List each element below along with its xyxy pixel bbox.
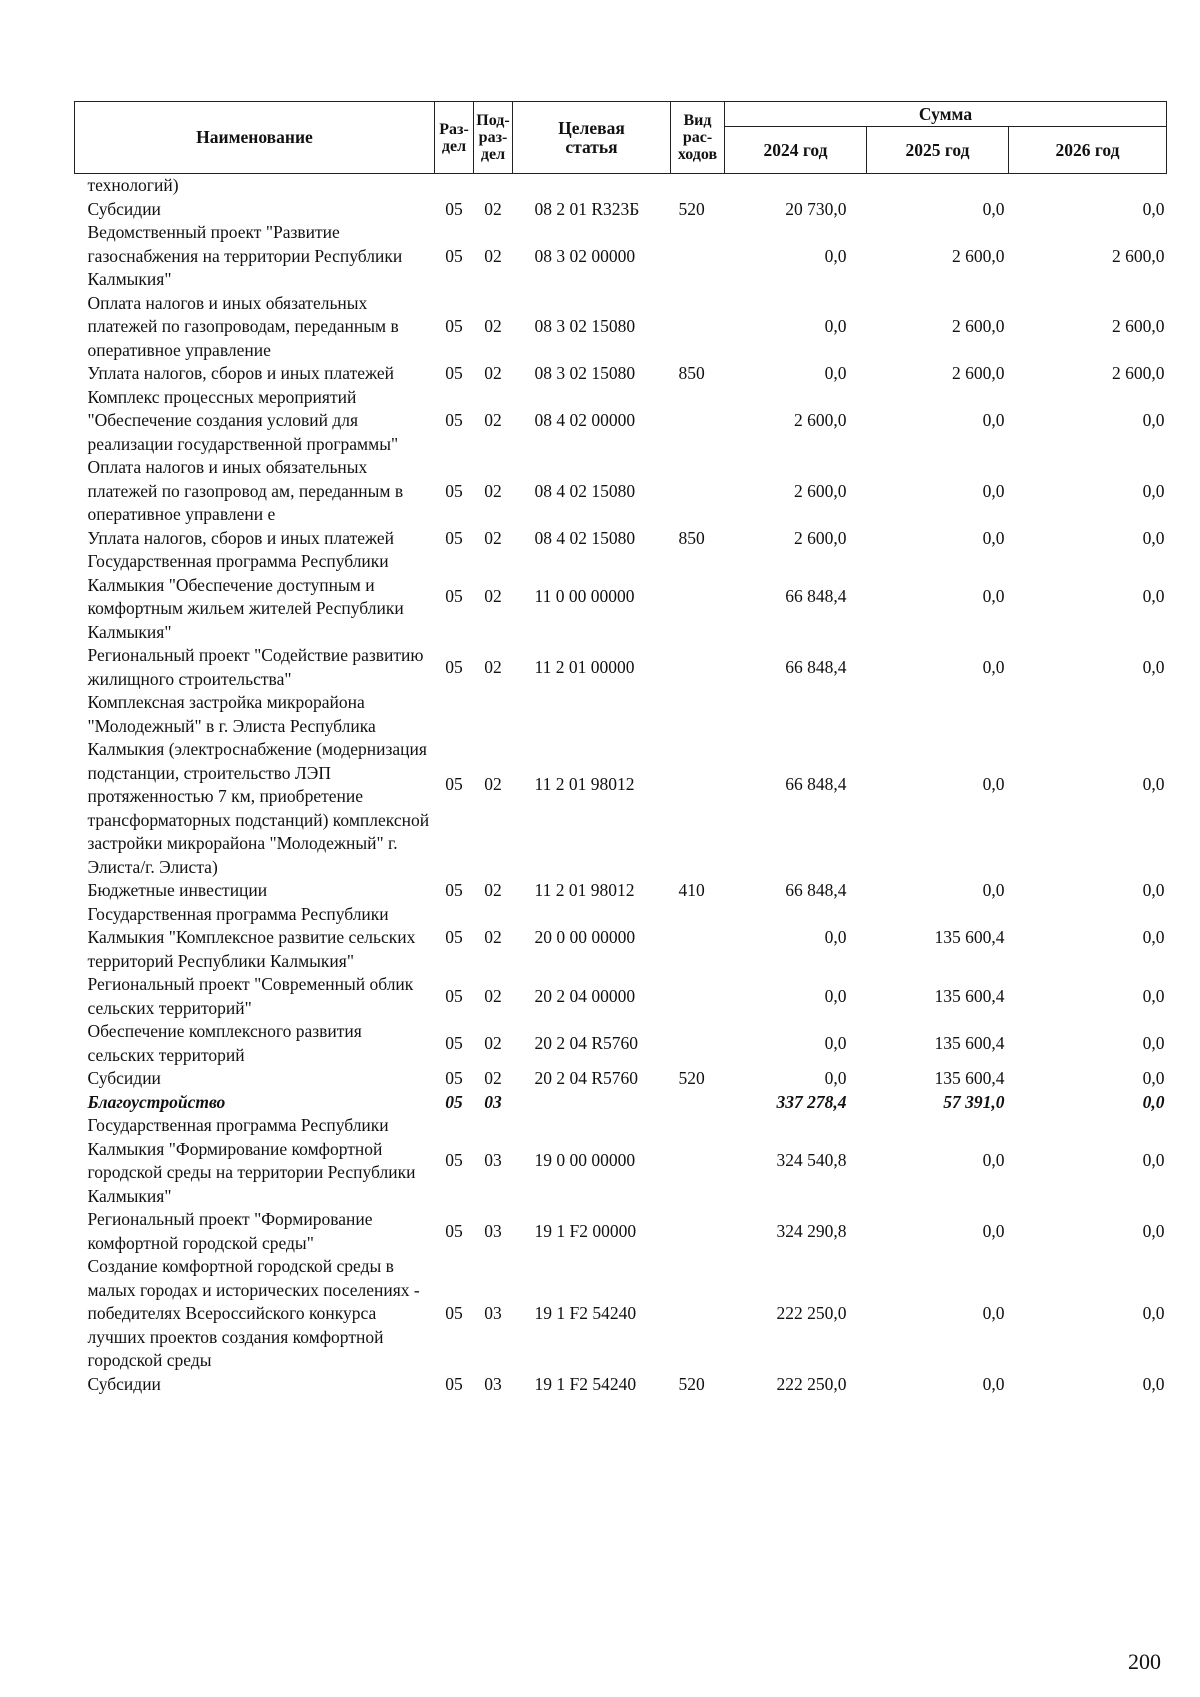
cell-2026: 0,0 — [1142, 1068, 1165, 1088]
cell-section: 05 — [445, 1373, 463, 1394]
cell-name: Государственная программа Республики Калмыкия "Формирование комфортной городской среды на территории Республики Калмыкия" — [87, 1115, 416, 1206]
table-row — [75, 221, 1167, 292]
cell-2026: 0,0 — [1142, 1373, 1165, 1394]
cell-2026: 0,0 — [1142, 410, 1165, 430]
cell-section: 05 — [445, 245, 463, 266]
cell-2026: 0,0 — [1142, 1150, 1165, 1171]
table-row — [75, 527, 1167, 551]
cell-2024: 0,0 — [824, 363, 847, 383]
cell-2026: 0,0 — [1142, 198, 1165, 219]
cell-section: 05 — [445, 880, 463, 900]
cell-subsection: 03 — [484, 1150, 502, 1171]
cell-kind — [671, 903, 725, 974]
cell-name: Государственная программа Республики Калмыкия "Обеспечение доступным и комфортным жильем жителей Республики Калмыкия" — [87, 551, 404, 642]
cell-subsection: 02 — [484, 656, 502, 677]
cell-section: 05 — [445, 410, 463, 430]
cell-2026: 0,0 — [1142, 880, 1165, 900]
cell-2025: 0,0 — [982, 480, 1005, 501]
cell-target: 08 4 02 15080 — [534, 480, 636, 501]
cell-name: Оплата налогов и иных обязательных платежей по газопроводам, переданным в оперативное управление — [87, 292, 399, 360]
cell-2026 — [1009, 174, 1167, 198]
table-row — [75, 879, 1167, 903]
cell-target: 08 3 02 00000 — [534, 245, 636, 266]
cell-target: 20 2 04 00000 — [534, 985, 636, 1006]
cell-section: 05 — [445, 1220, 463, 1241]
cell-name: Оплата налогов и иных обязательных платежей по газопровод ам, переданным в оперативное управлени е — [87, 457, 404, 524]
cell-section: 05 — [445, 480, 463, 501]
cell-2026: 2 600,0 — [1112, 363, 1165, 383]
header-target — [513, 102, 671, 174]
table-row — [75, 174, 1167, 198]
cell-target — [513, 174, 671, 198]
cell-subsection: 02 — [484, 1068, 502, 1088]
cell-2024: 0,0 — [824, 245, 847, 266]
cell-2025: 135 600,4 — [934, 1032, 1005, 1053]
cell-section: 05 — [445, 586, 463, 607]
cell-kind: 850 — [678, 363, 705, 383]
cell-2025: 0,0 — [982, 656, 1005, 677]
cell-section: 05 — [445, 1150, 463, 1171]
cell-2025: 135 600,4 — [934, 985, 1005, 1006]
table-row — [75, 973, 1167, 1020]
cell-name: Ведомственный проект "Развитие газоснабжения на территории Республики Калмыкия" — [87, 222, 403, 289]
cell-2026: 0,0 — [1142, 774, 1165, 795]
cell-target: 19 1 F2 54240 — [534, 1303, 637, 1323]
cell-section: 05 — [445, 927, 463, 947]
cell-kind — [671, 644, 725, 691]
cell-subsection: 02 — [484, 880, 502, 900]
cell-subsection: 02 — [484, 985, 502, 1006]
header-subsection — [474, 102, 513, 174]
cell-kind: 520 — [678, 198, 705, 219]
cell-name: Региональный проект "Формирование комфортной городской среды" — [87, 1209, 373, 1253]
cell-target: 20 2 04 R5760 — [534, 1032, 639, 1053]
cell-2024: 0,0 — [824, 927, 847, 947]
cell-target: 11 0 00 00000 — [534, 586, 635, 607]
header-target-line-2: статья — [565, 136, 618, 157]
table-row — [75, 198, 1167, 222]
cell-2024: 324 540,8 — [776, 1150, 847, 1171]
cell-2026: 0,0 — [1142, 1032, 1165, 1053]
table-row — [75, 292, 1167, 363]
cell-2026: 0,0 — [1142, 1091, 1165, 1112]
cell-2024: 2 600,0 — [794, 480, 847, 501]
cell-kind: 520 — [678, 1373, 705, 1394]
cell-target: 19 0 00 00000 — [534, 1150, 636, 1171]
cell-name: Уплата налогов, сборов и иных платежей — [87, 527, 394, 548]
cell-subsection: 02 — [484, 1032, 502, 1053]
cell-name: Комплекс процессных мероприятий "Обеспечение создания условий для реализации государственной программы" — [87, 386, 399, 454]
table-row — [75, 691, 1167, 879]
cell-target: 08 4 02 15080 — [534, 527, 636, 548]
cell-2024: 0,0 — [824, 1032, 847, 1053]
cell-subsection: 02 — [484, 363, 502, 383]
header-kind-line-2: рас- — [682, 129, 713, 146]
cell-kind — [671, 221, 725, 292]
cell-2026: 0,0 — [1142, 1303, 1165, 1323]
cell-2024: 20 730,0 — [785, 198, 847, 219]
cell-target: 08 4 02 00000 — [534, 410, 636, 430]
cell-2026: 0,0 — [1142, 527, 1165, 548]
page-number: 200 — [1128, 1649, 1161, 1674]
cell-2024: 2 600,0 — [794, 410, 847, 430]
cell-subsection: 02 — [484, 774, 502, 795]
table-row — [75, 1114, 1167, 1208]
cell-kind — [671, 456, 725, 527]
cell-target — [513, 1091, 671, 1115]
cell-section: 05 — [445, 1303, 463, 1323]
cell-2026: 0,0 — [1142, 656, 1165, 677]
cell-2024: 66 848,4 — [785, 586, 847, 607]
cell-2025: 0,0 — [982, 1220, 1005, 1241]
header-subsection-line-2: раз- — [478, 129, 508, 146]
cell-2025: 135 600,4 — [934, 927, 1005, 947]
cell-target: 20 0 00 00000 — [534, 927, 636, 947]
cell-target: 08 3 02 15080 — [534, 316, 636, 336]
cell-2026: 0,0 — [1142, 985, 1165, 1006]
cell-kind — [671, 1114, 725, 1208]
cell-2024: 222 250,0 — [776, 1303, 847, 1323]
header-year-2026: 2026 год — [1009, 127, 1167, 174]
cell-name: Государственная программа Республики Калмыкия "Комплексное развитие сельских территорий Республики Калмыкия" — [87, 903, 416, 971]
table-row — [75, 1091, 1167, 1115]
cell-target: 11 2 01 98012 — [534, 774, 635, 795]
header-subsection-line-1: Под- — [476, 112, 510, 129]
budget-table — [74, 101, 1167, 1396]
header-kind — [671, 102, 725, 174]
cell-2025: 0,0 — [982, 1303, 1005, 1323]
cell-subsection: 02 — [484, 480, 502, 501]
header-name: Наименование — [75, 102, 435, 174]
header-subsection-line-3: дел — [480, 146, 506, 163]
cell-target: 20 2 04 R5760 — [534, 1068, 639, 1088]
cell-2024 — [725, 174, 867, 198]
cell-section: 05 — [445, 985, 463, 1006]
cell-name: Субсидии — [87, 198, 161, 219]
cell-subsection: 02 — [484, 410, 502, 430]
header-target-line-1: Целевая — [558, 117, 625, 138]
cell-2025: 57 391,0 — [943, 1091, 1005, 1112]
cell-2025: 0,0 — [982, 586, 1005, 607]
table-row — [75, 1373, 1167, 1397]
cell-2025: 2 600,0 — [952, 316, 1005, 336]
cell-name: Обеспечение комплексного развития сельских территорий — [87, 1021, 362, 1065]
cell-2024: 2 600,0 — [794, 527, 847, 548]
cell-target: 08 2 01 R323Б — [534, 198, 640, 219]
cell-2024: 66 848,4 — [785, 774, 847, 795]
cell-name: Региональный проект "Содействие развитию жилищного строительства" — [87, 645, 424, 689]
cell-2026: 2 600,0 — [1112, 245, 1165, 266]
cell-name: Благоустройство — [87, 1091, 226, 1112]
cell-kind — [671, 1091, 725, 1115]
cell-kind — [671, 292, 725, 363]
cell-kind — [671, 550, 725, 644]
cell-2025 — [867, 174, 1009, 198]
cell-2026: 0,0 — [1142, 480, 1165, 501]
cell-subsection: 02 — [484, 927, 502, 947]
cell-2025: 2 600,0 — [952, 363, 1005, 383]
cell-2024: 0,0 — [824, 316, 847, 336]
table-header — [75, 102, 1167, 174]
header-kind-line-1: Вид — [683, 112, 712, 129]
cell-2024: 0,0 — [824, 1068, 847, 1088]
cell-2026: 0,0 — [1142, 586, 1165, 607]
cell-name: Комплексная застройка микрорайона "Молодежный" в г. Элиста Республика Калмыкия (электроснабжение (модернизация подстанции, строительство ЛЭП протяженностью 7 км, приобретение трансформаторных подстанций) комплексной застройки микрорайона "Молодежный" г. Элиста/г. Элиста) — [87, 692, 430, 877]
cell-target: 11 2 01 98012 — [534, 880, 635, 900]
cell-2025: 0,0 — [982, 410, 1005, 430]
table-row — [75, 456, 1167, 527]
table-row — [75, 1067, 1167, 1091]
cell-name: технологий) — [87, 175, 179, 195]
cell-name: Создание комфортной городской среды в малых городах и исторических поселениях - победителях Всероссийского конкурса лучших проектов создания комфортной городской среды — [87, 1256, 420, 1370]
table-row — [75, 386, 1167, 457]
table-row — [75, 550, 1167, 644]
cell-section: 05 — [445, 527, 463, 548]
cell-target: 11 2 01 00000 — [534, 656, 635, 677]
cell-2026: 0,0 — [1142, 927, 1165, 947]
cell-2025: 0,0 — [982, 1373, 1005, 1394]
cell-subsection: 02 — [484, 586, 502, 607]
cell-2026: 2 600,0 — [1112, 316, 1165, 336]
cell-kind — [671, 174, 725, 198]
cell-name: Субсидии — [87, 1068, 161, 1088]
cell-2025: 0,0 — [982, 527, 1005, 548]
cell-kind — [671, 1020, 725, 1067]
cell-name: Бюджетные инвестиции — [87, 880, 268, 900]
table-row — [75, 1255, 1167, 1373]
table-row — [75, 1020, 1167, 1067]
cell-2025: 0,0 — [982, 1150, 1005, 1171]
table-body — [75, 174, 1167, 1397]
cell-2024: 66 848,4 — [785, 880, 847, 900]
cell-section: 05 — [445, 1091, 463, 1112]
cell-subsection — [474, 174, 513, 198]
cell-2024: 222 250,0 — [776, 1373, 847, 1394]
header-section-line-1: Раз- — [439, 120, 469, 138]
cell-subsection: 03 — [484, 1373, 502, 1394]
table-row — [75, 362, 1167, 386]
cell-kind — [671, 1255, 725, 1373]
cell-2024: 0,0 — [824, 985, 847, 1006]
cell-kind — [671, 386, 725, 457]
cell-subsection: 03 — [484, 1220, 502, 1241]
cell-section: 05 — [445, 363, 463, 383]
cell-section: 05 — [445, 198, 463, 219]
table-row — [75, 1208, 1167, 1255]
cell-2025: 0,0 — [982, 774, 1005, 795]
header-sum: Сумма — [725, 102, 1167, 127]
header-year-2024: 2024 год — [725, 127, 867, 174]
header-kind-line-3: ходов — [677, 146, 718, 163]
cell-target: 08 3 02 15080 — [534, 363, 636, 383]
cell-kind: 520 — [678, 1068, 705, 1088]
table-row — [75, 644, 1167, 691]
cell-section: 05 — [445, 316, 463, 336]
cell-2024: 66 848,4 — [785, 656, 847, 677]
cell-subsection: 02 — [484, 527, 502, 548]
cell-subsection: 03 — [484, 1091, 502, 1112]
cell-kind: 850 — [678, 527, 705, 548]
cell-kind — [671, 973, 725, 1020]
cell-kind: 410 — [678, 880, 705, 900]
cell-kind — [671, 1208, 725, 1255]
cell-name: Региональный проект "Современный облик сельских территорий" — [87, 974, 414, 1018]
cell-section — [435, 174, 474, 198]
cell-kind — [671, 691, 725, 879]
cell-2024: 324 290,8 — [776, 1220, 847, 1241]
header-section — [435, 102, 474, 174]
cell-section: 05 — [445, 1032, 463, 1053]
cell-name: Уплата налогов, сборов и иных платежей — [87, 363, 394, 383]
cell-subsection: 02 — [484, 245, 502, 266]
cell-subsection: 03 — [484, 1303, 502, 1323]
header-section-line-2: дел — [441, 137, 467, 155]
cell-target: 19 1 F2 00000 — [534, 1220, 637, 1241]
cell-2025: 2 600,0 — [952, 245, 1005, 266]
table-row — [75, 903, 1167, 974]
cell-subsection: 02 — [484, 316, 502, 336]
header-year-2025: 2025 год — [867, 127, 1009, 174]
cell-2025: 0,0 — [982, 198, 1005, 219]
cell-section: 05 — [445, 774, 463, 795]
cell-2025: 135 600,4 — [934, 1068, 1005, 1088]
cell-subsection: 02 — [484, 198, 502, 219]
cell-2025: 0,0 — [982, 880, 1005, 900]
cell-section: 05 — [445, 1068, 463, 1088]
cell-target: 19 1 F2 54240 — [534, 1373, 637, 1394]
cell-2024: 337 278,4 — [776, 1091, 847, 1112]
cell-section: 05 — [445, 656, 463, 677]
cell-2026: 0,0 — [1142, 1220, 1165, 1241]
cell-name: Субсидии — [87, 1373, 161, 1394]
